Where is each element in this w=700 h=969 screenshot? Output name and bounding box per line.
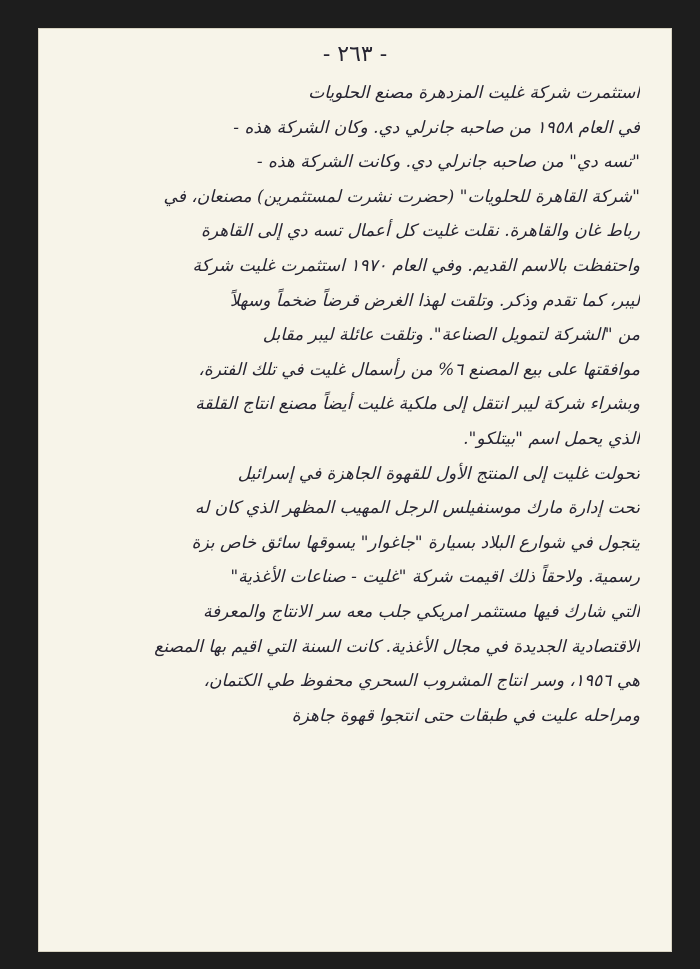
text-line: يتجول في شوارع البلاد بسيارة "جاغوار" يسوقها سائق خاص بزة xyxy=(191,532,640,553)
text-line: "تسه دي" من صاحبه جانرلي دي. وكانت الشركة هذه - xyxy=(256,152,640,173)
text-line: وبشراء شركة ليبر انتقل إلى ملكية غليت أيضاً مصنع انتاج القلقة xyxy=(195,394,640,415)
text-line: في العام ١٩٥٨ من صاحبه جانرلي دي. وكان الشركة هذه - xyxy=(233,117,640,138)
text-line: الاقتصادية الجديدة في مجال الأغذية. كانت السنة التي اقيم بها المصنع xyxy=(154,636,640,657)
page-number: - ٢٦٣ - xyxy=(322,42,388,67)
text-line: ومراحله عليت في طبقات حتى انتجوا قهوة جاهزة xyxy=(291,705,640,726)
text-line: تحت إدارة مارك موسنفيلس الرجل المهيب المظهر الذي كان له xyxy=(194,498,640,519)
text-line: تحولت غليت إلى المنتج الأول للقهوة الجاهزة في إسرائيل xyxy=(237,463,640,484)
text-line: واحتفظت بالاسم القديم. وفي العام ١٩٧٠ استثمرت غليت شركة xyxy=(192,255,640,276)
text-line: موافقتها على بيع المصنع ٦% من رأسمال غليت في تلك الفترة، xyxy=(198,359,640,380)
document-page xyxy=(38,28,672,952)
text-line: استثمرت شركة غليت المزدهرة مصنع الحلويات xyxy=(308,83,640,103)
text-line: رسمية. ولاحقاً ذلك اقيمت شركة "غليت - صناعات الأغذية" xyxy=(230,567,640,588)
handwritten-text-body xyxy=(72,76,640,733)
text-line: الذي يحمل اسم "بيتلكو". xyxy=(463,428,640,449)
text-line: ليبر، كما تقدم وذكر. وتلقت لهذا الغرض قرضاً ضخماً وسهلاً xyxy=(229,290,640,311)
text-line: رباط غان والقاهرة. نقلت غليت كل أعمال تسه دي إلى القاهرة xyxy=(200,221,640,242)
text-line: من "الشركة لتمويل الصناعة". وتلقت عائلة ليبر مقابل xyxy=(262,325,640,346)
text-line: التي شارك فيها مستثمر امريكي جلب معه سر الانتاج والمعرفة xyxy=(202,601,640,622)
text-line: هي ١٩٥٦، وسر انتاج المشروب السحري محفوظ طي الكتمان، xyxy=(203,671,640,692)
text-line: "شركة القاهرة للحلويات" (حضرت نشرت لمستثمرين) مصنعان، في xyxy=(163,186,640,207)
